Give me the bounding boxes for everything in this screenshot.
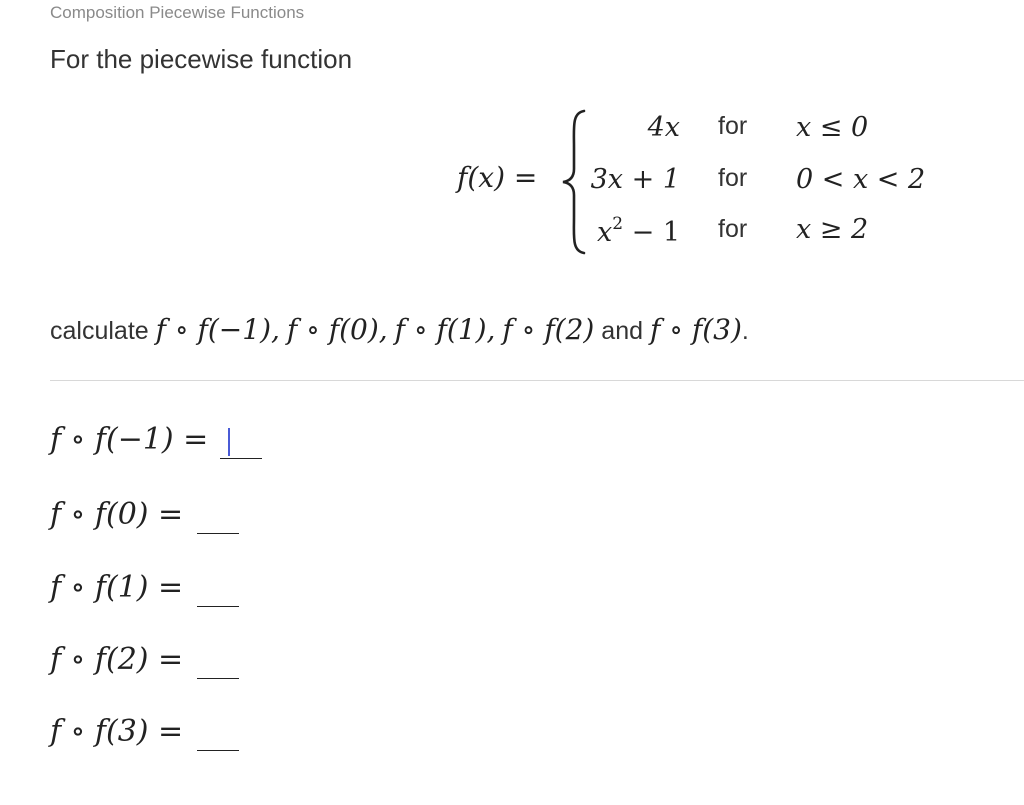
case-1-for: for — [718, 112, 748, 140]
answer-label: f ∘ f(0) = — [50, 497, 184, 532]
answer-label: f ∘ f(1) = — [50, 570, 184, 605]
case-1-expression: 4x — [647, 112, 680, 143]
function-lhs: f(x) = — [457, 161, 538, 194]
answer-input[interactable] — [197, 570, 239, 607]
answer-input[interactable] — [197, 714, 239, 751]
page-title: Composition Piecewise Functions — [50, 3, 305, 22]
question-item: f ∘ f(−1), — [155, 313, 280, 346]
case-2-for: for — [718, 164, 748, 192]
question-item: f ∘ f(3) — [649, 313, 742, 346]
answer-label: f ∘ f(−1) = — [50, 422, 209, 457]
section-divider — [50, 380, 1024, 381]
case-1-condition: x ≤ 0 — [796, 112, 869, 143]
case-3-condition-mid: 0 < x < 2 — [796, 164, 926, 195]
question-item: f ∘ f(0), — [286, 313, 388, 346]
question-text — [50, 313, 749, 346]
case-2-expression: 3x + 1 — [590, 164, 680, 195]
question-item: f ∘ f(1), — [394, 313, 496, 346]
intro-text: For the piecewise function — [50, 44, 353, 74]
answer-input[interactable] — [220, 422, 262, 459]
answer-input[interactable] — [197, 642, 239, 679]
answer-label: f ∘ f(2) = — [50, 642, 184, 677]
case-3-for: for — [718, 215, 748, 243]
question-prefix: calculate — [50, 317, 149, 345]
question-item: f ∘ f(2) — [502, 313, 595, 346]
question-connector: and — [601, 317, 644, 345]
case-3-expression: $x^2 - 1$ — [596, 214, 680, 248]
answer-input[interactable] — [197, 497, 239, 534]
question-suffix: . — [741, 317, 749, 345]
answer-label: f ∘ f(3) = — [50, 714, 184, 749]
case-3-condition: x ≥ 2 — [796, 214, 869, 245]
text-cursor — [228, 428, 230, 456]
